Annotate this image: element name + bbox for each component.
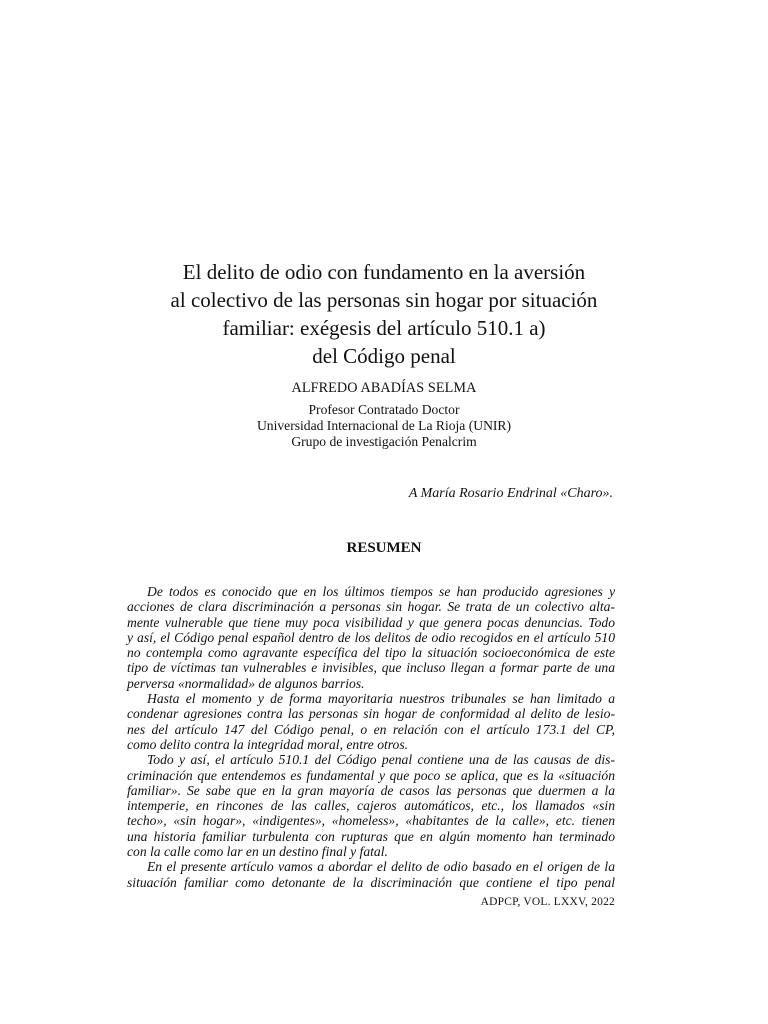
abstract-line: no contempla como agravante específica del tipo la situación socioeconómica de este [127, 645, 615, 661]
abstract-line: De todos es conocido que en los últimos tiempos se han producido agresiones y [147, 584, 615, 599]
abstract-line: intemperie, en rincones de las calles, cajeros automáticos, etc., los llamados «sin [127, 798, 615, 814]
author-affiliation [100, 402, 668, 450]
abstract-heading: RESUMEN [346, 540, 422, 556]
abstract-line: En el presente artículo vamos a abordar el delito de odio basado en el origen de la [147, 859, 615, 875]
abstract-line: Todo y así, el artículo 510.1 del Código penal contiene una de las causas de dis- [147, 752, 615, 768]
title-line: El delito de odio con fundamento en la aversión [182, 260, 586, 284]
abstract-line: criminación que entendemos es fundamental y que poco se aplica, que es la «situación [127, 767, 615, 783]
article-title [100, 258, 668, 370]
abstract-line: y así, el Código penal español dentro de los delitos de odio recogidos en el artículo 510 [127, 629, 615, 645]
abstract-line: acciones de clara discriminación a personas sin hogar. Se trata de un colectivo alta- [127, 599, 615, 615]
title-line: al colectivo de las personas sin hogar por situación [170, 288, 598, 312]
affiliation-line: Profesor Contratado Doctor [308, 402, 460, 417]
abstract-body [127, 584, 615, 890]
abstract-line: perversa «normalidad» de algunos barrios. [127, 675, 365, 691]
abstract-line: Hasta el momento y de forma mayoritaria nuestros tribunales se han limitado a [147, 691, 615, 707]
abstract-line: familiar». Se sabe que en la gran mayoría de casos las personas que duermen a la [127, 782, 615, 798]
abstract-line: techo», «sin hogar», «indigentes», «homeless», «habitantes de la calle», etc. tienen [127, 813, 615, 829]
abstract-line: una historia familiar turbulenta con rupturas que en algún momento han terminado [127, 828, 615, 844]
title-line: del Código penal [312, 344, 456, 368]
affiliation-line: Universidad Internacional de La Rioja (UNIR) [256, 418, 512, 433]
journal-footer: ADPCP, VOL. LXXV, 2022 [480, 896, 615, 908]
title-line: familiar: exégesis del artículo 510.1 a) [222, 316, 546, 340]
abstract-line: tipo de víctimas tan vulnerables e invisibles, que incluso llegan a formar parte de una [127, 660, 615, 676]
dedication: A María Rosario Endrinal «Charo». [408, 486, 613, 501]
abstract-line: situación familiar como detonante de la discriminación que contiene el tipo penal [127, 874, 615, 890]
author-name: ALFREDO ABADÍAS SELMA [291, 380, 477, 396]
abstract-line: con la calle como lar en un destino final y fatal. [127, 844, 388, 860]
abstract-line: condenar agresiones contra las personas sin hogar de conformidad al delito de lesio- [127, 706, 615, 722]
abstract-line: mente vulnerable que tiene muy poca visibilidad y que genera pocas denuncias. Todo [127, 614, 615, 630]
abstract-line: nes del artículo 147 del Código penal, o en relación con el artículo 173.1 del CP, [127, 721, 615, 737]
affiliation-line: Grupo de investigación Penalcrim [291, 434, 477, 449]
abstract-line: como delito contra la integridad moral, entre otros. [127, 736, 409, 752]
